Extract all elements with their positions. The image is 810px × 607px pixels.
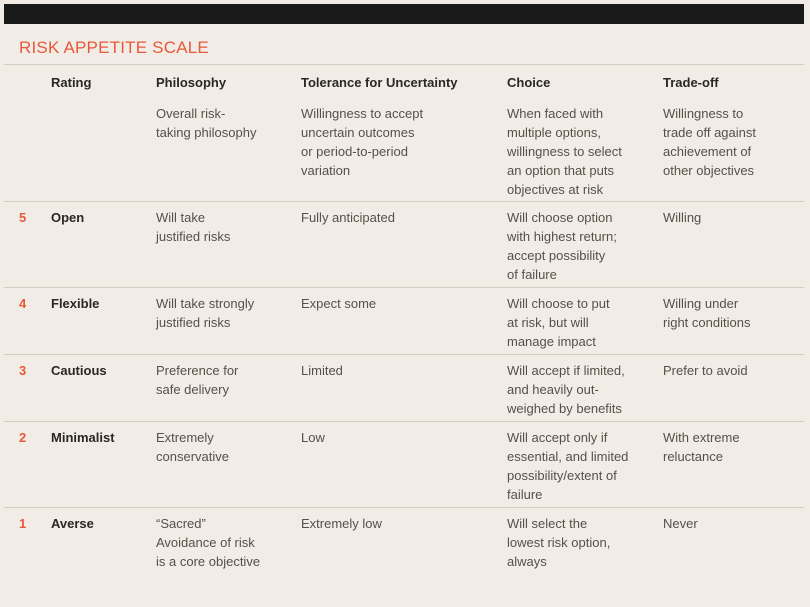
row-philosophy: “Sacred” Avoidance of risk is a core objective [156, 516, 261, 569]
row-choice: Will choose option with highest return; accept possibility of failure [507, 210, 617, 282]
row-tolerance: Extremely low [301, 516, 382, 531]
row-rating: Open [51, 210, 85, 225]
row-number: 2 [19, 430, 27, 445]
header-choice: Choice [507, 75, 551, 90]
row-choice: Will accept only if essential, and limited possibility/extent of failure [507, 430, 629, 502]
row-rating: Minimalist [51, 430, 115, 445]
row-philosophy: Extremely conservative [156, 430, 229, 464]
row-philosophy: Preference for safe delivery [156, 363, 239, 397]
row-tolerance: Low [301, 430, 325, 445]
row-choice: Will select the lowest risk option, always [507, 516, 611, 569]
row-tradeoff: Prefer to avoid [663, 363, 748, 378]
row-rating: Cautious [51, 363, 107, 378]
header-tradeoff: Trade-off [663, 75, 719, 90]
row-divider [4, 507, 804, 508]
row-tradeoff: Willing [663, 210, 702, 225]
row-number: 4 [19, 296, 27, 311]
header-rating: Rating [51, 75, 92, 90]
row-choice: Will choose to put at risk, but will manage impact [507, 296, 610, 349]
row-tolerance: Limited [301, 363, 343, 378]
desc-choice: When faced with multiple options, willingness to select an option that puts objectives at risk [507, 106, 622, 197]
desc-tolerance: Willingness to accept uncertain outcomes or period-to-period variation [301, 106, 424, 178]
row-philosophy: Will take justified risks [156, 210, 231, 244]
row-number: 5 [19, 210, 27, 225]
row-tolerance: Fully anticipated [301, 210, 395, 225]
header-philosophy: Philosophy [156, 75, 227, 90]
top-bar [4, 4, 804, 24]
row-number: 3 [19, 363, 27, 378]
row-choice: Will accept if limited, and heavily out- weighed by benefits [507, 363, 625, 416]
row-divider [4, 354, 804, 355]
title-divider [4, 64, 804, 65]
header-tolerance: Tolerance for Uncertainty [301, 75, 458, 90]
row-rating: Averse [51, 516, 94, 531]
row-tradeoff: Willing under right conditions [663, 296, 751, 330]
table-title: RISK APPETITE SCALE [19, 38, 209, 57]
desc-philosophy: Overall risk- taking philosophy [156, 106, 257, 140]
row-tolerance: Expect some [301, 296, 377, 311]
row-tradeoff: With extreme reluctance [663, 430, 740, 464]
row-philosophy: Will take strongly justified risks [156, 296, 255, 330]
row-number: 1 [19, 516, 27, 531]
row-divider [4, 421, 804, 422]
row-divider [4, 201, 804, 202]
row-divider [4, 287, 804, 288]
desc-tradeoff: Willingness to trade off against achievement of other objectives [663, 106, 756, 178]
row-rating: Flexible [51, 296, 100, 311]
row-tradeoff: Never [663, 516, 698, 531]
risk-appetite-panel [4, 24, 804, 607]
